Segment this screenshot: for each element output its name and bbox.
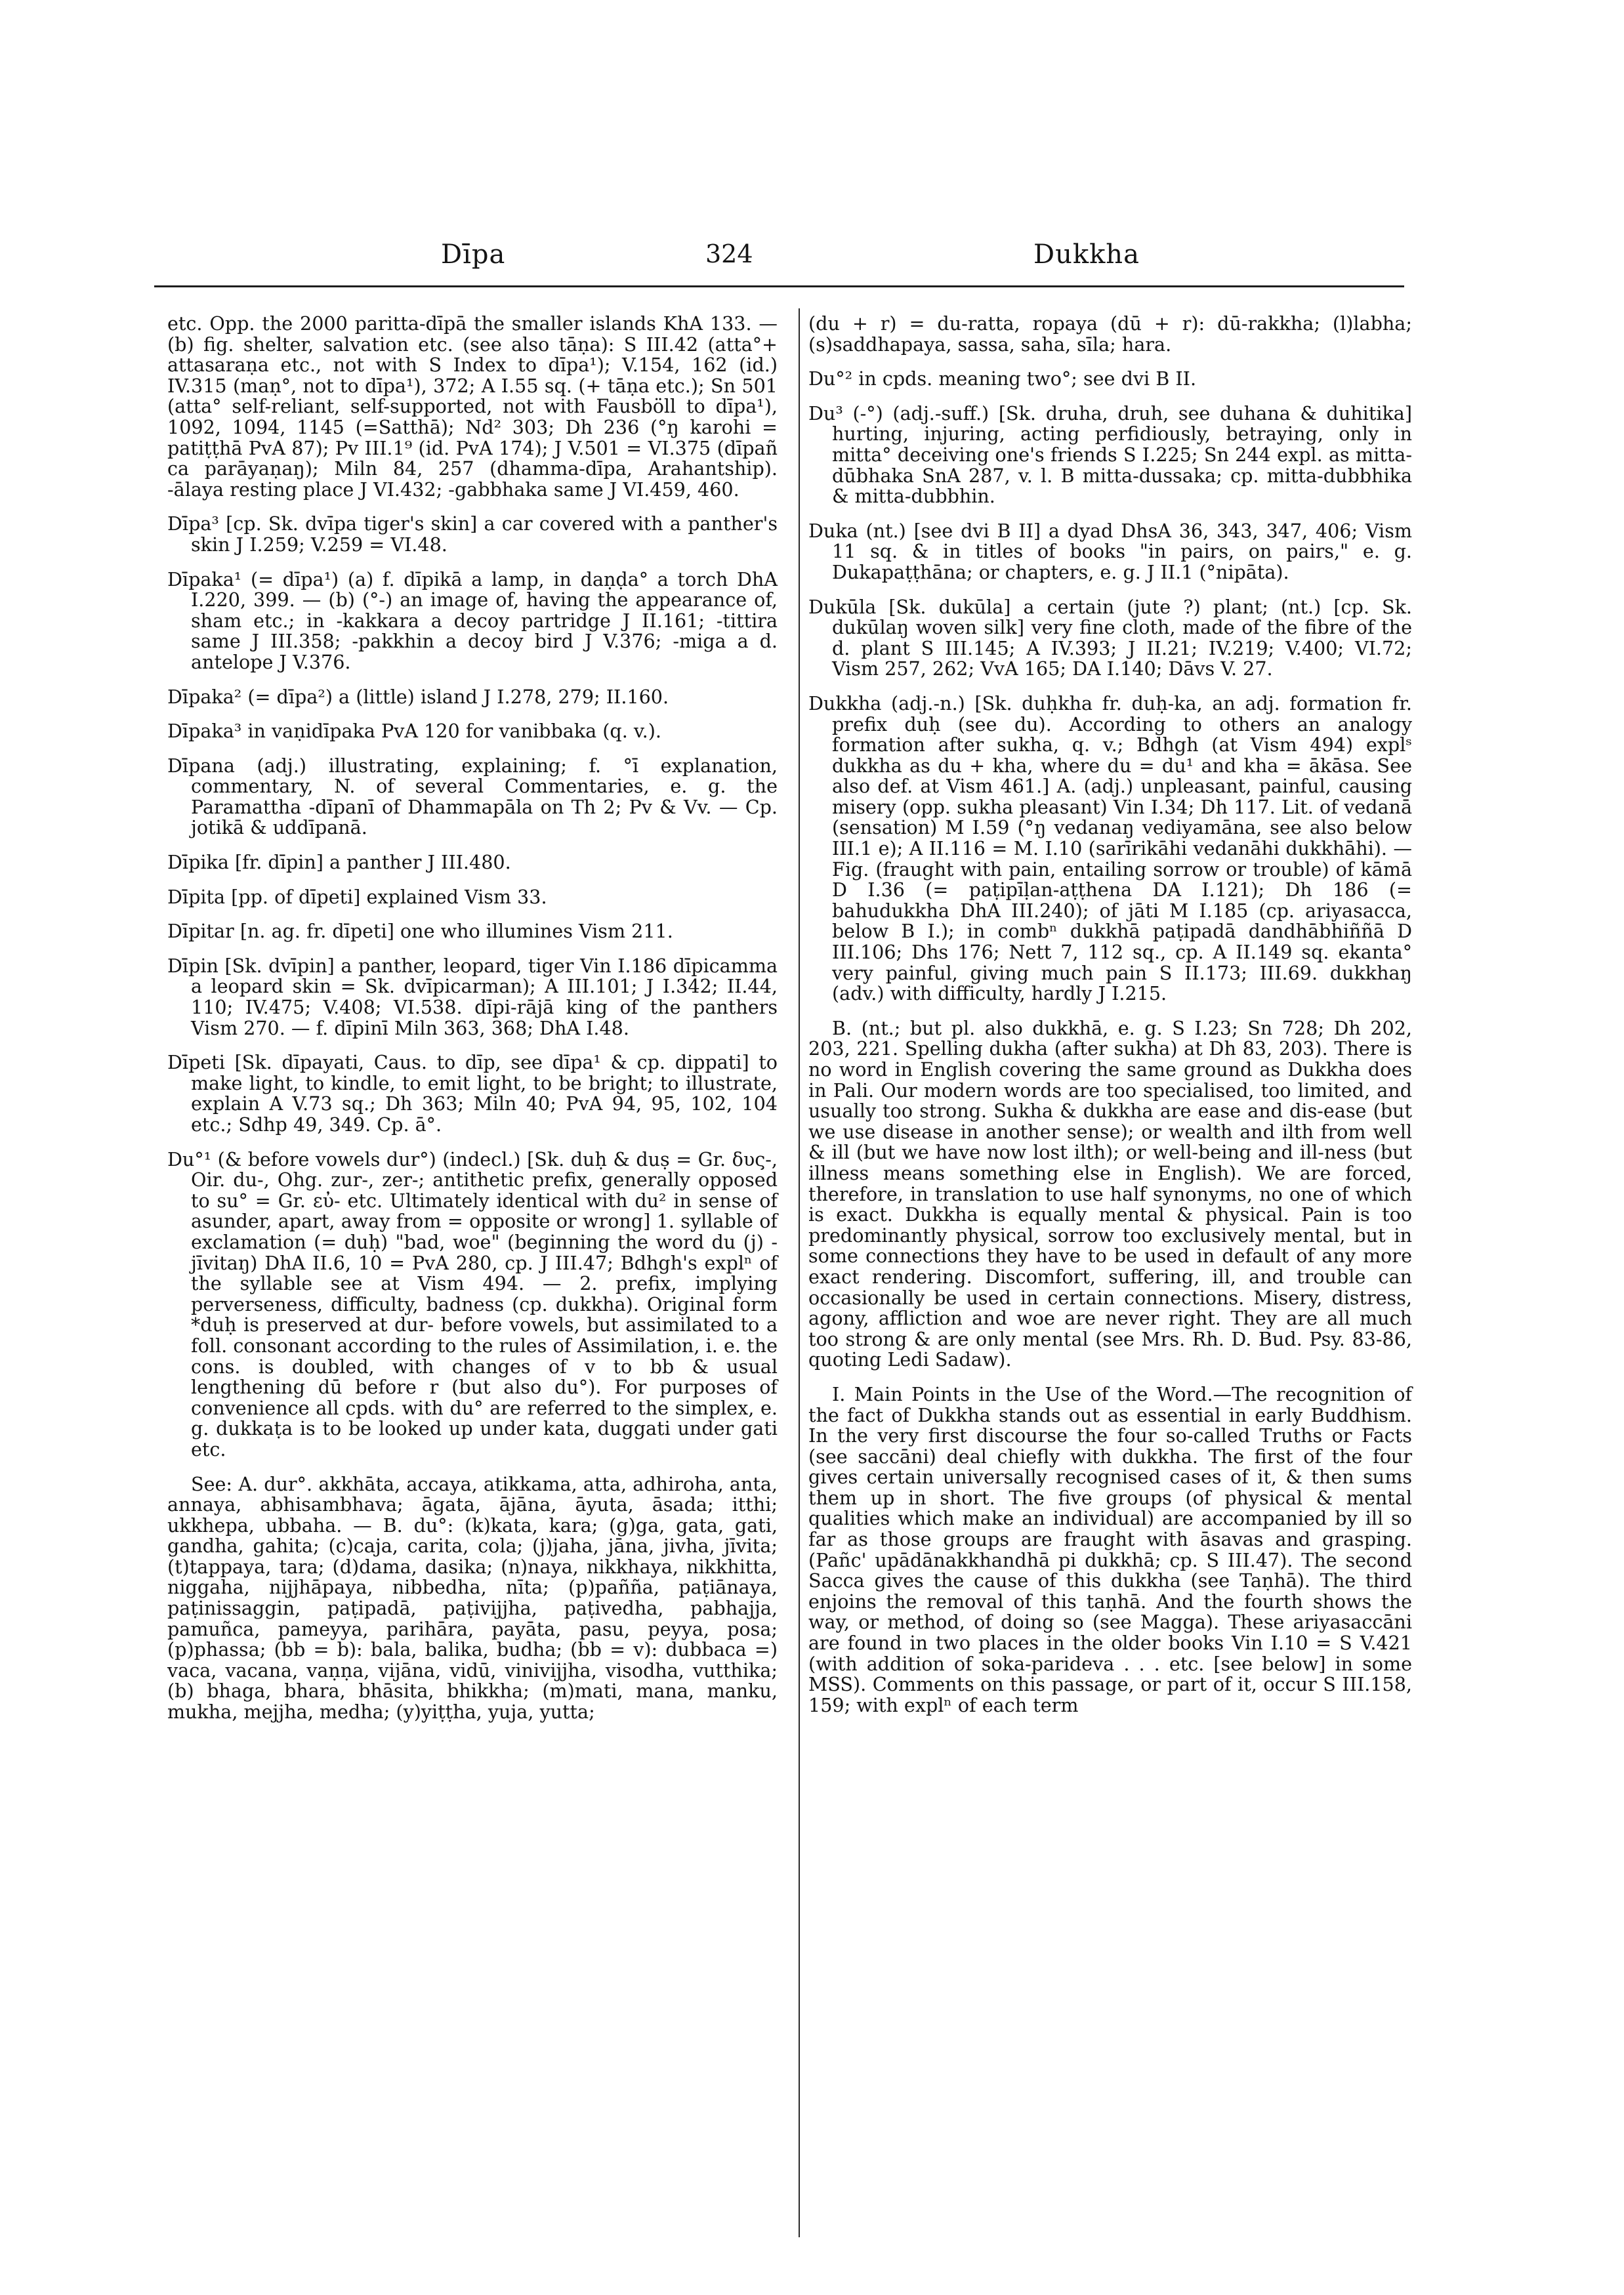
entry-dipaka3: Dīpaka³ in vaṇidīpaka PvA 120 for vanibbaka (q. v.). — [167, 720, 661, 743]
entry-dipika: Dīpika [fr. dīpin] a panther J III.480. — [167, 851, 511, 874]
entry-dipin: Dīpin [Sk. dvīpin] a panther, leopard, tiger Vin I.186 dīpicamma a leopard skin = Sk. dvīpicarman); A III.101; J I.342; II.44, 110; IV.475; V.408; VI.538. dīpi-rājā king of the panthers Vism 270. — f. dīpinī Miln 363, 368; DhA I.48. — [167, 954, 778, 1039]
entry-du3: Du³ (-°) (adj.-suff.) [Sk. druha, druh, see duhana & duhitika] hurting, injuring, acting perfidiously, betraying, only in mitta° deceiving one's friends S I.225; Sn 244 expl. as mitta-dūbhaka SnA 287, v. l. B mitta-dussaka; cp. mitta-dubbhika & mitta-dubbhin. — [808, 402, 1412, 508]
entry-du1-see-list: See: A. dur°. akkhāta, accaya, atikkama, atta, adhiroha, anta, annaya, abhisambhava; āgata, ājāna, āyuta, āsada; itthi; ukkhepa, ubbaha. — B. du°: (k)kata, kara; (g)ga, gata, gati, gandha, gahita; (c)caja, carita, cola; (j)jaha, jāna, jivha, jīvita; (t)tappaya, tara; (d)dama, dasika; (n)naya, nikkhaya, nikkhitta, niggaha, nijjhāpaya, nibbedha, nīta; (p)pañña, paṭiānaya, paṭinissaggin, paṭipadā, paṭivijjha, paṭivedha, pabhajja, pamuñca, pameyya, parihāra, payāta, pasu, peyya, posa; (p)phassa; (bb = b): bala, balika, budha; (bb = v): dubbaca =) vaca, vacana, vaṇṇa, vijāna, vidū, vinivijjha, visodha, vutthika; (b) bhaga, bhara, bhāsita, bhikkha; (m)mati, mana, manku, mukha, mejjha, medha; (y)yiṭṭha, yuja, yutta; — [167, 1472, 778, 1724]
entry-dipita: Dīpita [pp. of dīpeti] explained Vism 33. — [167, 885, 547, 908]
page-header — [0, 239, 1624, 292]
left-guide-word: Dīpa — [441, 239, 506, 270]
entry-dipa3: Dīpa³ [cp. Sk. dvīpa tiger's skin] a car covered with a panther's skin J I.259; V.259 = VI.48. — [167, 512, 778, 556]
entry-dipana: Dīpana (adj.) illustrating, explaining; f. °ī explanation, commentary, N. of several Commentaries, e. g. the Paramattha -dīpanī of Dhammapāla on Th 2; Pv & Vv. — Cp. jotikā & uddīpanā. — [167, 754, 778, 839]
entry-dukkha-section-i: I. Main Points in the Use of the Word.—The recognition of the fact of Dukkha stands out as essential in early Buddhism. In the very first discourse the four so-called Truths or Facts (see saccāni) deal chiefly with dukkha. The first of the four gives certain universally recognised cases of it, & then sums them up in short. The five groups (of physical & mental qualities which make an individual) are accompanied by ill so far as those groups are fraught with āsavas and grasping. (Pañc' upādānakkhandhā pi dukkhā; cp. S III.47). The second Sacca gives the cause of this dukkha (see Taṇhā). The third enjoins the removal of this taṇhā. And the fourth shows the way, or method, of doing so (see Magga). These ariyasaccāni are found in two places in the older books Vin I.10 = S V.421 (with addition of soka-parideva . . . etc. [see below] in some MSS). Comments on this passage, or part of it, occur S III.158, 159; with explⁿ of each term — [808, 1382, 1412, 1716]
entry-dipitar: Dīpitar [n. ag. fr. dīpeti] one who illumines Vism 211. — [167, 920, 673, 943]
entry-dukkha-section-b: B. (nt.; but pl. also dukkhā, e. g. S I.23; Sn 728; Dh 202, 203, 221. Spelling dukha (after sukha) at Dh 83, 203). There is no word in English covering the same ground as Dukkha does in Pali. Our modern words are too specialised, too limited, and usually too strong. Sukha & dukkha are ease and dis-ease (but we use disease in another sense); or wealth and ilth from well & ill (but we have now lost ilth); or well-being and ill-ness (but illness means something else in English). We are forced, therefore, in translation to use half synonyms, no one of which is exact. Dukkha is equally mental & physical. Pain is too predominantly physical, sorrow too exclusively mental, but in some connections they have to be used in default of any more exact rendering. Discomfort, suffering, ill, and trouble can occasionally be used in certain connections. Misery, distress, agony, affliction and woe are never right. They are all much too strong & are only mental (see Mrs. Rh. D. Bud. Psy. 83-86, quoting Ledi Sadaw). — [808, 1016, 1412, 1371]
entry-dukula: Dukūla [Sk. dukūla] a certain (jute ?) plant; (nt.) [cp. Sk. dukūlaŋ woven silk] very fine cloth, made of the fibre of the d. plant S III.145; A IV.393; J II.21; IV.219; V.400; VI.72; Vism 257, 262; VvA 165; DA I.140; Dāvs V. 27. — [808, 595, 1412, 680]
entry-dipaka1: Dīpaka¹ (= dīpa¹) (a) f. dīpikā a lamp, in daṇḍa° a torch DhA I.220, 399. — (b) (°-) an image of, having the appearance of, sham etc.; in -kakkara a decoy partridge J II.161; -tittira same J III.358; -pakkhin a decoy bird J V.376; -miga a d. antelope J V.376. — [167, 568, 778, 673]
entry-du2: Du°² in cpds. meaning two°; see dvi B II. — [808, 367, 1197, 390]
page-number: 324 — [705, 239, 753, 268]
entry-dipaka2: Dīpaka² (= dīpa²) a (little) island J I.278, 279; II.160. — [167, 685, 669, 708]
entry-duka: Duka (nt.) [see dvi B II] a dyad DhsA 36, 343, 347, 406; Vism 11 sq. & in titles of books "in pairs, on pairs," e. g. Dukapaṭṭhāna; or chapters, e. g. J II.1 (°nipāta). — [808, 519, 1412, 583]
column-divider — [799, 308, 800, 2237]
left-column — [167, 314, 778, 1737]
entry-dukkha: Dukkha (adj.-n.) [Sk. duḥkha fr. duḥ-ka, an adj. formation fr. prefix duḥ (see du). According to others an analogy formation after sukha, q. v.; Bdhgh (at Vism 494) explˢ dukkha as du + kha, where du = du¹ and kha = ākāsa. See also def. at Vism 461.] A. (adj.) unpleasant, painful, causing misery (opp. sukha pleasant) Vin I.34; Dh 117. Lit. of vedanā (sensation) M I.59 (°ŋ vedanaŋ vediyamāna, see also below III.1 e); A II.116 = M. I.10 (sarīrikāhi vedanāhi dukkhāhi). — Fig. (fraught with pain, entailing sorrow or trouble) of kāmā D I.36 (= paṭipīḷan-aṭṭhena DA I.121); Dh 186 (= bahudukkha DhA III.240); of jāti M I.185 (cp. ariyasacca, below B I.); in combⁿ dukkhā paṭipadā dandhābhiññā D III.106; Dhs 176; Nett 7, 112 sq., cp. A II.149 sq. ekanta° very painful, giving much pain S II.173; III.69. dukkhaŋ (adv.) with difficulty, hardly J I.215. — [808, 692, 1412, 1005]
right-column — [808, 314, 1412, 1729]
entry-du1-continued: (du + r) = du-ratta, ropaya (dū + r): dū-rakkha; (l)labha; (s)saddhapaya, sassa, saha, sīla; hara. — [808, 312, 1412, 356]
header-rule — [154, 285, 1404, 287]
entry-du1: Du°¹ (& before vowels dur°) (indecl.) [Sk. duḥ & duṣ = Gr. δυς-, Oir. du-, Ohg. zur-, zer-; antithetic prefix, generally opposed to su° = Gr. εὐ- etc. Ultimately identical with du² in sense of asunder, apart, away from = opposite or wrong] 1. syllable of exclamation (= duḥ) "bad, woe" (beginning the word du (j) -jīvitaŋ) DhA II.6, 10 = PvA 280, cp. J III.47; Bdhgh's explⁿ of the syllable see at Vism 494. — 2. prefix, implying perverseness, difficulty, badness (cp. dukkha). Original form *duḥ is preserved at dur- before vowels, but assimilated to a foll. consonant according to the rules of Assimilation, i. e. the cons. is doubled, with changes of v to bb & usual lengthening dū before r (but also du°). For purposes of convenience all cpds. with du° are referred to the simplex, e. g. dukkaṭa is to be looked up under kata, duggati under gati etc. — [167, 1148, 778, 1460]
entry-dipa2-continued: etc. Opp. the 2000 paritta-dīpā the smaller islands KhA 133. — (b) fig. shelter, salvation etc. (see also tāṇa): S III.42 (atta°+ attasaraṇa etc., not with S Index to dīpa¹); V.154, 162 (id.) IV.315 (maṇ°, not to dīpa¹), 372; A I.55 sq. (+ tāṇa etc.); Sn 501 (atta° self-reliant, self-supported, not with Fausböll to dīpa¹), 1092, 1094, 1145 (=Satthā); Nd² 303; Dh 236 (°ŋ karohi = patiṭṭhā PvA 87); Pv III.1⁹ (id. PvA 174); J V.501 = VI.375 (dīpañ ca parāyaṇaŋ); Miln 84, 257 (dhamma-dīpa, Arahantship). -ālaya resting place J VI.432; -gabbhaka same J VI.459, 460. — [167, 312, 778, 501]
entry-dipeti: Dīpeti [Sk. dīpayati, Caus. to dīp, see dīpa¹ & cp. dippati] to make light, to kindle, to emit light, to be bright; to illustrate, explain A V.73 sq.; Dh 363; Miln 40; PvA 94, 95, 102, 104 etc.; Sdhp 49, 349. Cp. ā°. — [167, 1051, 778, 1136]
right-guide-word: Dukkha — [1033, 239, 1140, 270]
